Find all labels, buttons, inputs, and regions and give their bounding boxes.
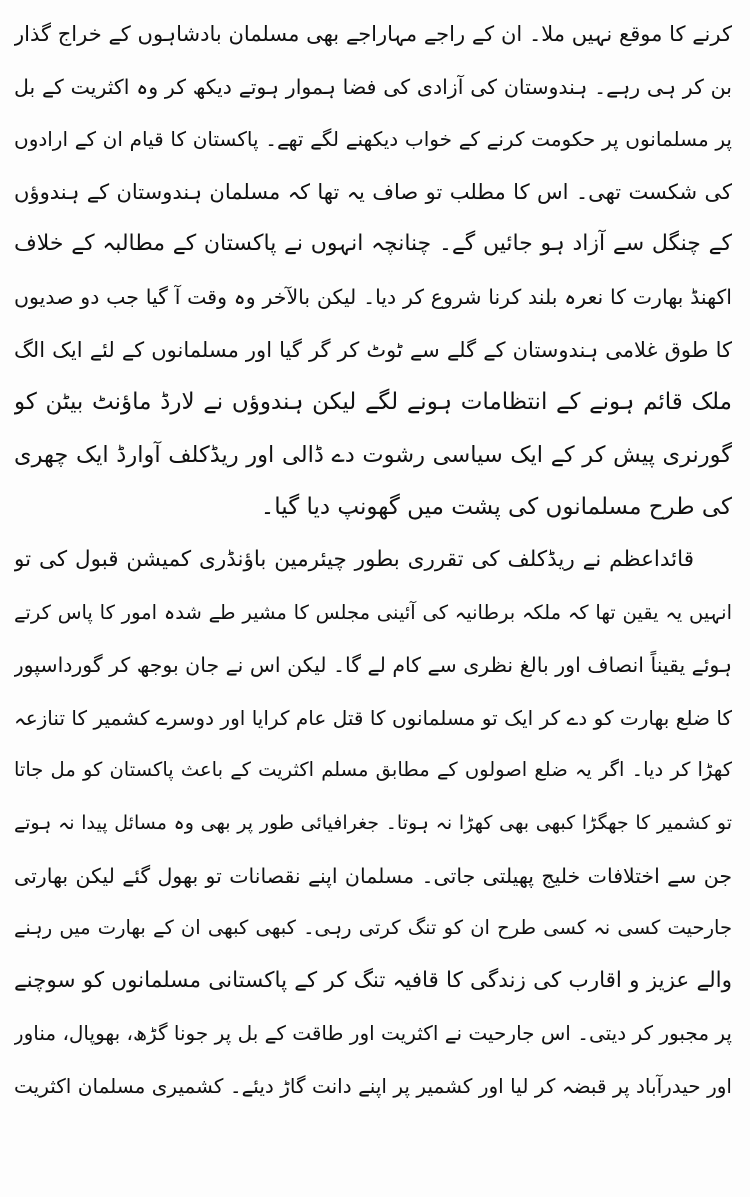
text-line: تو کشمیر کا جھگڑا کبھی بھی کھڑا نہ ہوتا۔ جغرافیائی طور پر بھی وہ مسائل پیدا نہ ہوتے <box>14 811 732 834</box>
text-line: والے عزیز و اقارب کی زندگی کا قافیہ تنگ کر کے پاکستانی مسلمانوں کو سوچنے <box>14 967 732 993</box>
text-line: کا ضلع بھارت کو دے کر ایک تو مسلمانوں کا قتل عام کرایا اور دوسرے کشمیر کا تنازعہ <box>14 705 732 730</box>
text-line: کرنے کا موقع نہیں ملا۔ ان کے راجے مہاراجے بھی مسلمان بادشاہوں کے خراج گذار <box>14 22 732 46</box>
text-line: پر مسلمانوں پر حکومت کرنے کے خواب دیکھنے لگے تھے۔ پاکستان کا قیام ان کے ارادوں <box>14 127 732 152</box>
text-line: گورنری پیش کر کے ایک سیاسی رشوت دے ڈالی اور ریڈکلف آوارڈ ایک چھری <box>14 441 732 468</box>
urdu-text-body <box>14 8 732 1112</box>
text-line: جن سے اختلافات خلیج پھیلتی جاتی۔ مسلمان اپنے نقصانات تو بھول گئے لیکن بھارتی <box>14 863 732 888</box>
text-line: اور حیدرآباد پر قبضہ کر لیا اور کشمیر پر اپنے دانت گاڑ دیئے۔ کشمیری مسلمان اکثریت <box>14 1073 732 1098</box>
paragraph-start-line: قائداعظم نے ریڈکلف کی تقرری بطور چیئرمین باؤنڈری کمیشن قبول کی تو <box>14 546 694 572</box>
text-line: انہیں یہ یقین تھا کہ ملکہ برطانیہ کی آئینی مجلس کا مشیر طے شدہ امور کا پاس کرتے <box>14 600 732 624</box>
text-line: کا طوق غلامی ہندوستان کے گلے سے ٹوٹ کر گر گیا اور مسلمانوں کے لئے ایک الگ <box>14 337 732 362</box>
text-line: جارحیت کسی نہ کسی طرح ان کو تنگ کرتی رہی۔ کبھی کبھی ان کے بھارت میں رہنے <box>14 916 732 940</box>
text-line: کی شکست تھی۔ اس کا مطلب تو صاف یہ تھا کہ مسلمان ہندوستان کے ہندوؤں <box>14 179 732 204</box>
paragraph-end-line: کی طرح مسلمانوں کی پشت میں گھونپ دیا گیا۔ <box>260 494 732 521</box>
text-line: پر مجبور کر دیتی۔ اس جارحیت نے اکثریت اور طاقت کے بل پر جونا گڑھ، بھوپال، مناور <box>14 1021 732 1046</box>
text-line: بن کر ہی رہے۔ ہندوستان کی آزادی کی فضا ہموار ہوتے دیکھ کر وہ اکثریت کے بل <box>14 74 732 99</box>
text-line: اکھنڈ بھارت کا نعرہ بلند کرنا شروع کر دیا۔ لیکن بالآخر وہ وقت آ گیا جب دو صدیوں <box>14 284 732 309</box>
text-line: ہوئے یقیناً انصاف اور بالغ نظری سے کام لے گا۔ لیکن اس نے جان بوجھ کر گورداسپور <box>14 653 732 678</box>
text-line: کے چنگل سے آزاد ہو جائیں گے۔ چنانچہ انہوں نے پاکستان کے مطالبہ کے خلاف <box>14 231 732 257</box>
text-line: ملک قائم ہونے کے انتظامات ہونے لگے لیکن ہندوؤں نے لارڈ ماؤنٹ بیٹن کو <box>14 389 732 416</box>
text-line: کھڑا کر دیا۔ اگر یہ ضلع اصولوں کے مطابق مسلم اکثریت کے باعث پاکستان کو مل جاتا <box>14 758 732 782</box>
